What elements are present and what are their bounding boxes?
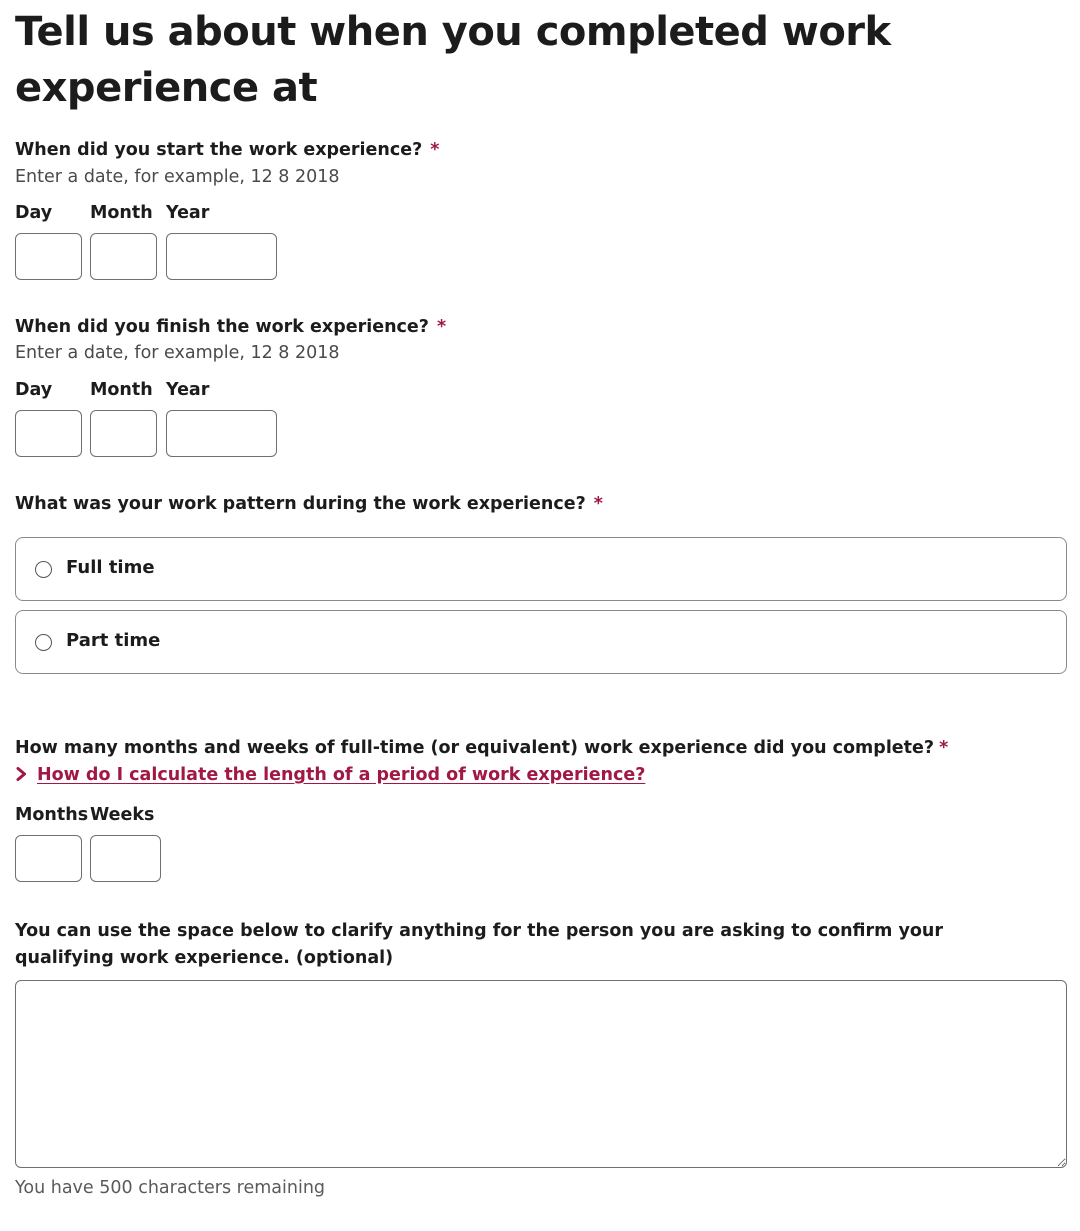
finish-date-question xyxy=(15,317,446,337)
start-month-input[interactable] xyxy=(90,233,157,280)
start-year-input[interactable] xyxy=(166,233,277,280)
finish-year-input[interactable] xyxy=(166,410,277,457)
finish-month-label: Month xyxy=(90,380,153,400)
work-pattern-question xyxy=(15,494,603,514)
weeks-label: Weeks xyxy=(90,805,155,825)
required-marker: * xyxy=(436,317,447,337)
weeks-input[interactable] xyxy=(90,835,161,882)
months-input[interactable] xyxy=(15,835,82,882)
clarify-label: You can use the space below to clarify anything for the person you are asking to confirm your qualifying work experience. (optional) xyxy=(15,921,944,968)
radio-label-part-time: Part time xyxy=(66,630,161,651)
months-label: Months xyxy=(15,805,89,825)
start-date-question xyxy=(15,140,439,160)
start-day-input[interactable] xyxy=(15,233,82,280)
finish-month-input[interactable] xyxy=(90,410,157,457)
radio-option-full-time[interactable] xyxy=(15,537,1067,601)
finish-day-label: Day xyxy=(15,380,53,400)
chevron-right-icon xyxy=(15,767,29,781)
character-count: You have 500 characters remaining xyxy=(15,1178,326,1198)
finish-date-question-text: When did you finish the work experience? xyxy=(15,317,429,337)
finish-date-hint: Enter a date, for example, 12 8 2018 xyxy=(15,343,340,363)
page-title: Tell us about when you completed work experience at xyxy=(15,9,891,111)
radio-button[interactable] xyxy=(35,561,52,578)
start-day-label: Day xyxy=(15,203,53,223)
duration-question-text: How many months and weeks of full-time (or equivalent) work experience did you complete? xyxy=(15,738,935,758)
start-date-question-text: When did you start the work experience? xyxy=(15,140,423,160)
calculate-length-details-toggle[interactable] xyxy=(15,765,645,785)
calculate-length-link[interactable]: How do I calculate the length of a period of work experience? xyxy=(37,765,646,785)
radio-option-part-time[interactable] xyxy=(15,610,1067,674)
finish-year-label: Year xyxy=(166,380,210,400)
radio-label-full-time: Full time xyxy=(66,557,155,578)
duration-question xyxy=(15,738,948,758)
work-pattern-question-text: What was your work pattern during the work experience? xyxy=(15,494,586,514)
finish-day-input[interactable] xyxy=(15,410,82,457)
start-year-label: Year xyxy=(166,203,210,223)
clarify-textarea[interactable] xyxy=(15,980,1067,1168)
start-date-hint: Enter a date, for example, 12 8 2018 xyxy=(15,167,340,187)
required-marker: * xyxy=(430,140,440,160)
required-marker: * xyxy=(593,494,603,514)
start-month-label: Month xyxy=(90,203,153,223)
radio-button[interactable] xyxy=(35,634,52,651)
required-marker: * xyxy=(939,738,949,758)
